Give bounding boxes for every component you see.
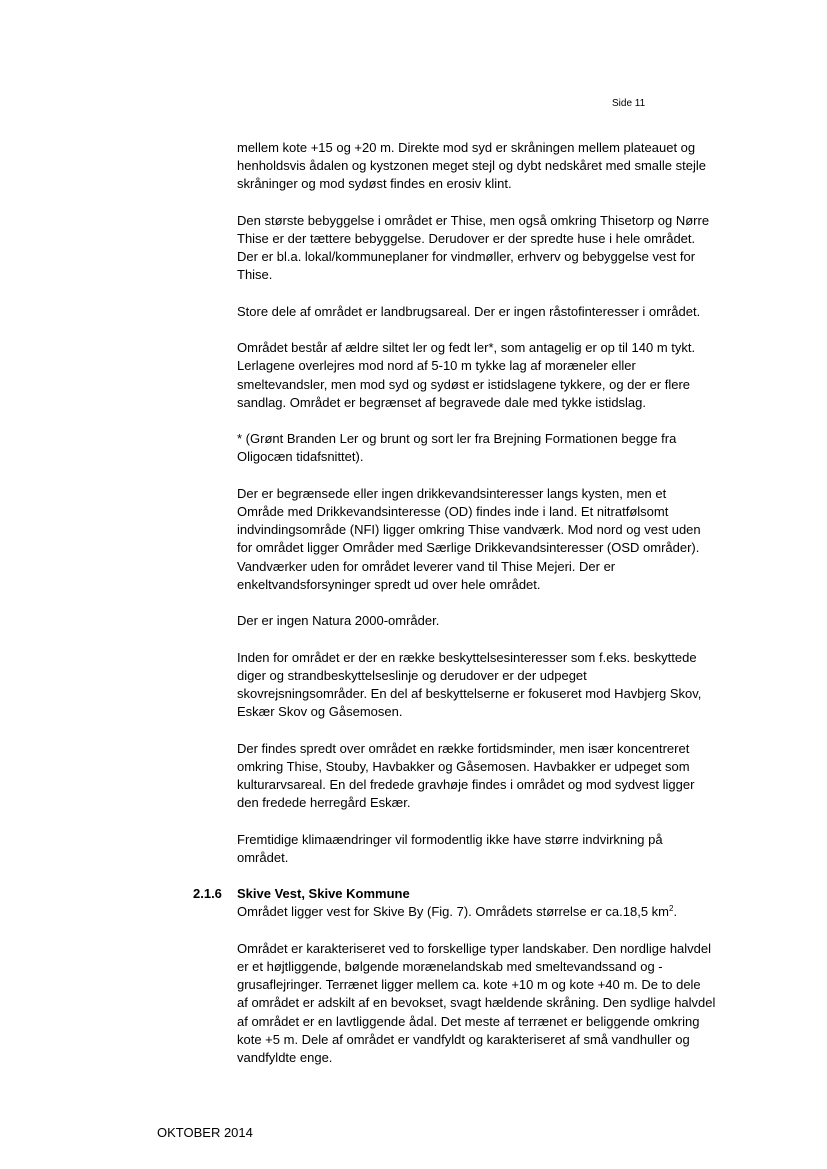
section-intro-text: Området ligger vest for Skive By (Fig. 7). Områdets størrelse er ca.18,5 km (237, 904, 670, 920)
text-line: er et højtliggende, bølgende morænelandskab med smeltevandssand og - (237, 958, 663, 974)
footer-date: OKTOBER 2014 (157, 1125, 253, 1140)
text-line: Der er ingen Natura 2000-områder. (237, 613, 440, 629)
text-line: vandfyldte enge. (237, 1049, 333, 1065)
page-number: Side 11 (612, 98, 646, 109)
text-line: Thise er der tættere bebyggelse. Derudover er der spredte huse i hele området. (237, 231, 696, 246)
text-line: Eskær Skov og Gåsemosen. (237, 704, 403, 720)
text-line: henholdsvis ådalen og kystzonen meget stejl og dybt nedskåret med smalle stejle (237, 158, 706, 174)
paragraph-protection (237, 649, 757, 722)
text-line: Store dele af området er landbrugsareal. Der er ingen råstofinteresser i området. (237, 303, 701, 319)
text-line: Der er bl.a. lokal/kommuneplaner for vindmøller, erhverv og bebyggelse vest for (237, 249, 696, 265)
text-line: diger og strandbeskyttelseslinje og derudover er der udpeget (237, 667, 587, 683)
text-line: Fremtidige klimaændringer vil formodentlig ikke have større indvirkning på (237, 831, 663, 847)
paragraph-heritage (237, 740, 757, 813)
text-line: Der er begrænsede eller ingen drikkevandsinteresser langs kysten, men et (237, 485, 667, 501)
text-line: grusaflejringer. Terrænet ligger mellem ca. kote +10 m og kote +40 m. De to dele (237, 977, 701, 993)
text-line: af området er en lavtliggende ådal. Det meste af terrænet er beliggende omkring (237, 1013, 700, 1029)
paragraph-plateau-slopes (237, 139, 757, 194)
text-line: kulturarvsareal. En del fredede gravhøje findes i området og mod sydvest ligger (237, 776, 695, 792)
paragraph-geology (237, 339, 757, 412)
section-title: Skive Vest, Skive Kommune (237, 886, 410, 902)
section-intro (237, 903, 757, 921)
text-line: Der findes spredt over området en række fortidsminder, men især koncentreret (237, 740, 690, 756)
text-line: Område med Drikkevandsinteresse (OD) findes inde i land. Et nitratfølsomt (237, 503, 669, 519)
paragraph-footnote (237, 430, 757, 466)
text-line: Thise. (237, 267, 273, 283)
text-line: Inden for området er der en række beskyttelsesinteresser som f.eks. beskyttede (237, 649, 697, 665)
document-body (193, 139, 757, 1085)
text-line: kote +5 m. Dele af området er vandfyldt og karakteriseret af små vandhuller og (237, 1031, 690, 1047)
text-line: indvindingsområde (NFI) ligger omkring Thise vandværk. Mod nord og vest uden (237, 522, 701, 538)
paragraph-land-use (237, 303, 757, 321)
text-line: Området består af ældre siltet ler og fedt ler*, som antagelig er op til 140 m tykt. (237, 340, 696, 356)
text-line: Den største bebyggelse i området er Thise, men også omkring Thisetorp og Nørre (237, 212, 710, 228)
paragraph-landscape (237, 940, 757, 1067)
text-line: for området ligger Områder med Særlige Drikkevandsinteresser (OSD områder). (237, 540, 700, 556)
area-unit-superscript: 2 (669, 904, 674, 914)
text-line: sandlag. Området er begrænset af begravede dale med tykke istidslag. (237, 394, 647, 410)
text-line: skråninger og mod sydøst findes en erosiv klint. (237, 176, 512, 192)
paragraph-natura (237, 612, 757, 630)
text-line: Området er karakteriseret ved to forskellige typer landskaber. Den nordlige halvdel (237, 940, 712, 956)
paragraph-climate (237, 831, 757, 867)
text-line: af området er adskilt af en bevokset, svagt hældende skråning. Den sydlige halvdel (237, 995, 716, 1011)
text-line: området. (237, 849, 289, 865)
text-line: Lerlagene overlejres mod nord af 5-10 m tykke lag af moræneler eller (237, 358, 636, 374)
text-line: enkeltvandsforsyninger spredt ud over hele området. (237, 576, 541, 592)
paragraph-settlement (237, 212, 757, 285)
paragraph-drinking-water (237, 485, 757, 594)
text-line: Oligocæn tidafsnittet). (237, 449, 364, 465)
section-number: 2.1.6 (193, 886, 222, 902)
section-intro-end: . (673, 904, 678, 920)
text-line: mellem kote +15 og +20 m. Direkte mod syd er skråningen mellem plateauet og (237, 140, 696, 155)
text-line: den fredede herregård Eskær. (237, 795, 411, 811)
text-line: Vandværker uden for området leverer vand til Thise Mejeri. Der er (237, 558, 616, 574)
text-line: skovrejsningsområder. En del af beskyttelserne er fokuseret mod Havbjerg Skov, (237, 685, 702, 701)
section-skive-vest (193, 885, 757, 1067)
text-line: smeltevandsler, men mod syd og sydøst er istidslagene tykkere, og der er flere (237, 376, 691, 392)
text-line: omkring Thise, Stouby, Havbakker og Gåsemosen. Havbakker er udpeget som (237, 758, 690, 774)
text-line: * (Grønt Branden Ler og brunt og sort ler fra Brejning Formationen begge fra (237, 431, 677, 447)
